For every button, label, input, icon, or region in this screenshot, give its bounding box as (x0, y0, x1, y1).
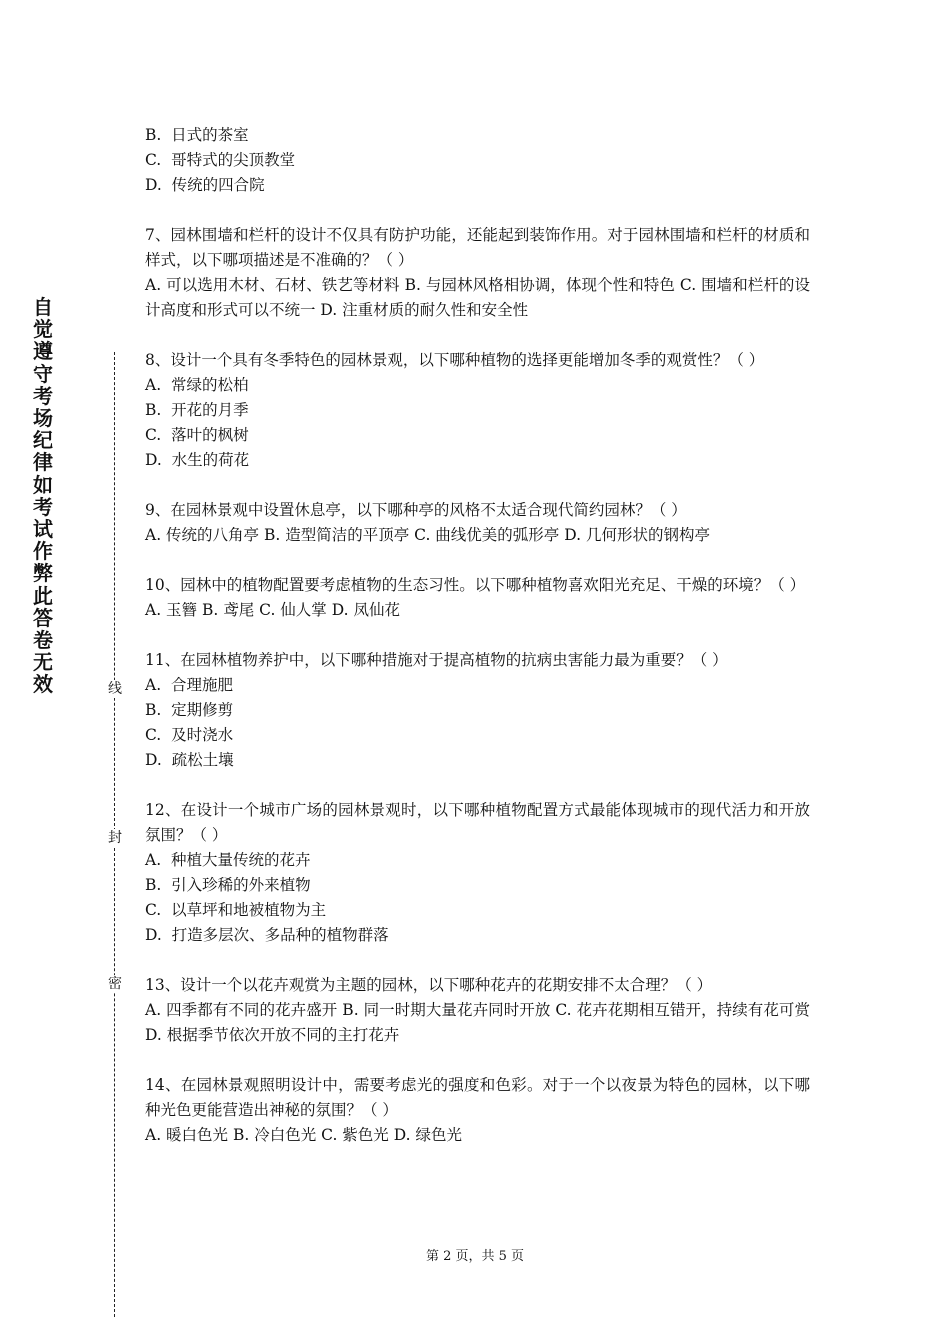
question-options: A. 可以选用木材、石材、铁艺等材料 B. 与园林风格相协调，体现个性和特色 C. 围墙和栏杆的设计高度和形式可以不统一 D. 注重材质的耐久性和安全性 (145, 276, 810, 319)
option-c: C. 以草坪和地被植物为主 (145, 901, 327, 919)
option-d: D. 疏松土壤 (145, 751, 234, 769)
question-stem: 13、设计一个以花卉观赏为主题的园林，以下哪种花卉的花期安排不太合理？（ ） (145, 976, 713, 994)
question-13 (145, 973, 810, 1048)
option-c: C. 及时浇水 (145, 726, 234, 744)
question-9 (145, 498, 810, 548)
question-options: A. 传统的八角亭 B. 造型简洁的平顶亭 C. 曲线优美的弧形亭 D. 几何形状的钢构亭 (145, 526, 710, 544)
exam-discipline-notice: 自觉遵守考场纪律如考试作弊此答卷无效 (33, 295, 53, 697)
option-a: A. 种植大量传统的花卉 (145, 851, 311, 869)
question-stem: 10、园林中的植物配置要考虑植物的生态习性。以下哪种植物喜欢阳光充足、干燥的环境？（ ） (145, 576, 806, 594)
previous-question-options (145, 123, 810, 198)
question-7 (145, 223, 810, 323)
binding-label-line: 线 (108, 681, 122, 697)
question-11 (145, 648, 810, 773)
option-a: A. 合理施肥 (145, 676, 233, 694)
option-b: B. 定期修剪 (145, 701, 234, 719)
question-stem: 8、设计一个具有冬季特色的园林景观，以下哪种植物的选择更能增加冬季的观赏性？（ ） (145, 351, 765, 369)
question-10 (145, 573, 810, 623)
option-c: C. 哥特式的尖顶教堂 (145, 151, 296, 169)
question-stem: 12、在设计一个城市广场的园林景观时，以下哪种植物配置方式最能体现城市的现代活力和开放氛围？（ ） (145, 801, 810, 844)
option-b: B. 日式的茶室 (145, 126, 249, 144)
option-b: B. 开花的月季 (145, 401, 249, 419)
option-d: D. 传统的四合院 (145, 176, 265, 194)
question-stem: 9、在园林景观中设置休息亭，以下哪种亭的风格不太适合现代简约园林？（ ） (145, 501, 687, 519)
question-options: A. 四季都有不同的花卉盛开 B. 同一时期大量花卉同时开放 C. 花卉花期相互错开，持续有花可赏 D. 根据季节依次开放不同的主打花卉 (145, 1001, 810, 1044)
question-options: A. 暖白色光 B. 冷白色光 C. 紫色光 D. 绿色光 (145, 1126, 462, 1144)
option-a: A. 常绿的松柏 (145, 376, 249, 394)
option-d: D. 打造多层次、多品种的植物群落 (145, 926, 389, 944)
question-12 (145, 798, 810, 948)
binding-label-seal: 封 (108, 830, 122, 846)
question-stem: 7、园林围墙和栏杆的设计不仅具有防护功能，还能起到装饰作用。对于园林围墙和栏杆的材质和样式，以下哪项描述是不准确的？（ ） (145, 226, 810, 269)
question-stem: 11、在园林植物养护中，以下哪种措施对于提高植物的抗病虫害能力最为重要？（ ） (145, 651, 728, 669)
exam-content (145, 123, 810, 1148)
option-b: B. 引入珍稀的外来植物 (145, 876, 311, 894)
question-options: A. 玉簪 B. 鸢尾 C. 仙人掌 D. 凤仙花 (145, 601, 400, 619)
option-d: D. 水生的荷花 (145, 451, 250, 469)
question-14 (145, 1073, 810, 1148)
page-number-footer: 第 2 页，共 5 页 (425, 1249, 525, 1264)
binding-label-secret: 密 (108, 976, 122, 992)
option-c: C. 落叶的枫树 (145, 426, 249, 444)
question-8 (145, 348, 810, 473)
question-stem: 14、在园林景观照明设计中，需要考虑光的强度和色彩。对于一个以夜景为特色的园林，以下哪种光色更能营造出神秘的氛围？（ ） (145, 1076, 810, 1119)
